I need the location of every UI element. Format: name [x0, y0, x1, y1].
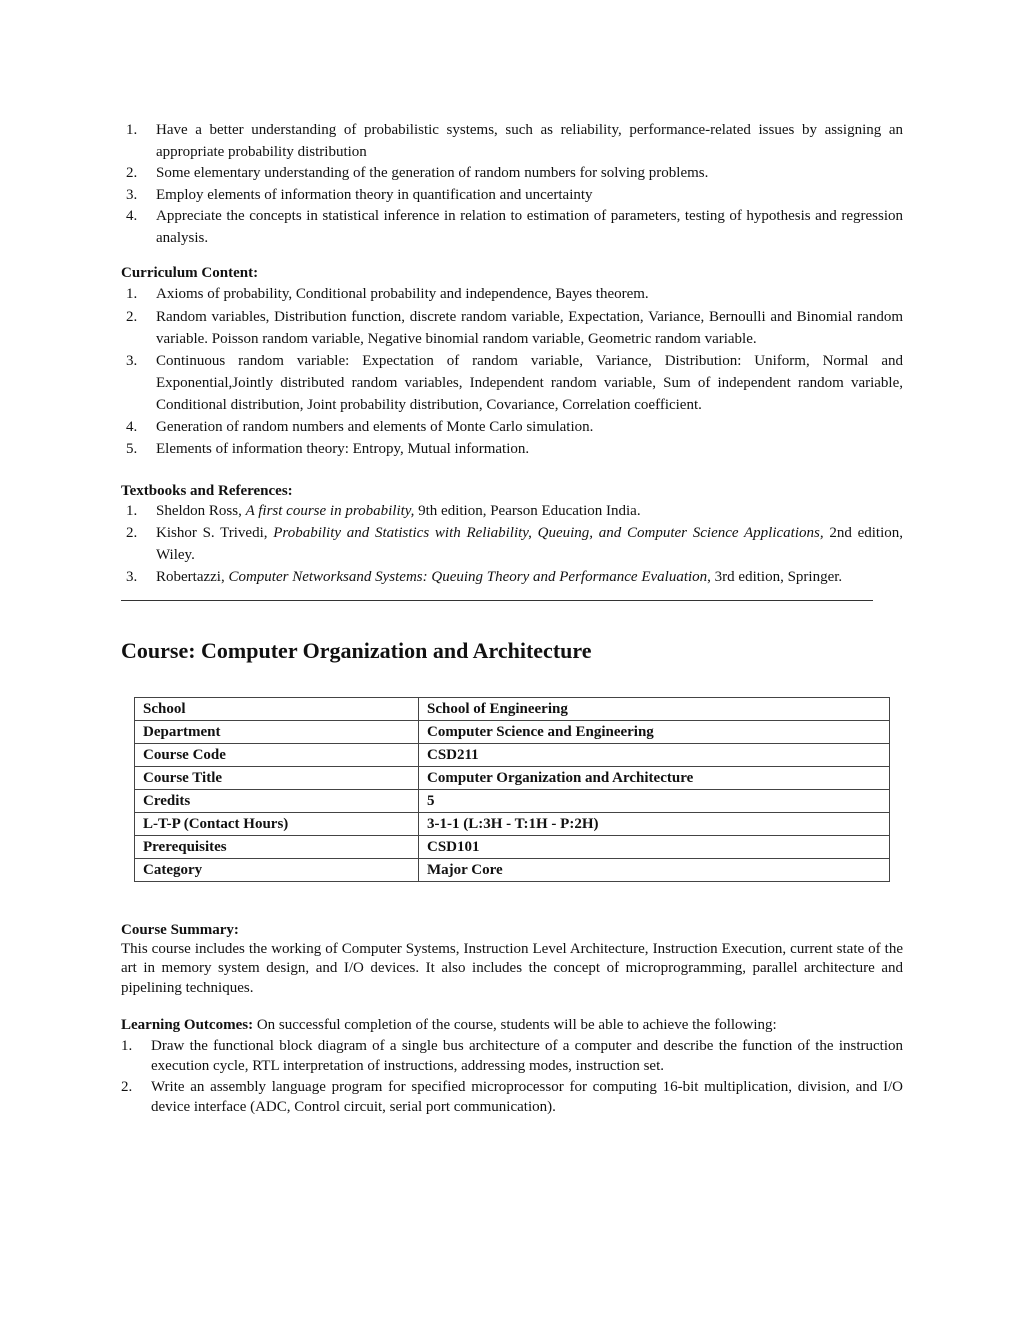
summary-heading: Course Summary:: [121, 921, 239, 938]
learning-outcomes-label: Learning Outcomes:: [121, 1017, 254, 1033]
section-divider: [121, 600, 873, 601]
list-item: 3. Robertazzi, Computer Networksand Systems: Queuing Theory and Performance Evaluation, 3rd edition, Springer.: [126, 568, 843, 585]
table-row: Credits 5: [135, 789, 890, 812]
summary-text: This course includes the working of Computer Systems, Instruction Level Architecture, Instruction Execution, current state of the art in memory system design, and I/O devices. It also includes the concept of microprogramming, parallel architecture and pipelining techniques.: [121, 940, 903, 996]
textbooks-heading: Textbooks and References:: [121, 482, 293, 499]
book-title: Probability and Statistics with Reliability, Queuing, and Computer Science Applications,: [273, 524, 824, 541]
table-row: Department Computer Science and Engineering: [135, 720, 890, 743]
curriculum-heading: Curriculum Content:: [121, 265, 259, 281]
table-row: Course Title Computer Organization and Architecture: [135, 766, 890, 789]
curriculum-list: [121, 284, 903, 460]
list-item: 3. Employ elements of information theory in quantification and uncertainty: [126, 186, 593, 203]
learning-outcomes-list: [121, 1036, 903, 1118]
list-item: 5. Elements of information theory: Entropy, Mutual information.: [126, 440, 530, 457]
table-row: Prerequisites CSD101: [135, 835, 890, 858]
table-row: Category Major Core: [135, 858, 890, 881]
table-row: Course Code CSD211: [135, 743, 890, 766]
list-item: 1. Draw the functional block diagram of a single bus architecture of a computer and describe the function of the instruction execution cycle, RTL interpretation of instructions, addressing modes, instruction set.: [121, 1037, 903, 1074]
list-item: 4. Generation of random numbers and elements of Monte Carlo simulation.: [126, 418, 594, 435]
table-row: L-T-P (Contact Hours) 3-1-1 (L:3H - T:1H - P:2H): [135, 812, 890, 835]
list-item: 2. Random variables, Distribution function, discrete random variable, Expectation, Variance, Bernoulli and Binomial random variable. Poisson random variable, Negative binomial random variable, Geometric random variable.: [126, 308, 903, 347]
learning-outcomes-intro: Learning Outcomes: On successful completion of the course, students will be able to achieve the following:: [121, 1017, 777, 1033]
list-item: 4. Appreciate the concepts in statistical inference in relation to estimation of parameters, testing of hypothesis and regression analysis.: [126, 208, 903, 246]
list-item: 2. Kishor S. Trivedi, Probability and Statistics with Reliability, Queuing, and Computer Science Applications, 2nd edition, Wiley.: [126, 524, 903, 563]
list-item: 1. Sheldon Ross, A first course in probability, 9th edition, Pearson Education India.: [126, 502, 641, 519]
book-title: Computer Networksand Systems: Queuing Theory and Performance Evaluation: [228, 568, 708, 585]
document-page: [121, 120, 903, 1118]
course-title-heading: Course: Computer Organization and Architecture: [121, 637, 592, 663]
book-title: A first course in probability,: [245, 502, 415, 519]
textbooks-list: [121, 500, 903, 588]
table-row: School School of Engineering: [135, 697, 890, 720]
list-item: 1. Axioms of probability, Conditional probability and independence, Bayes theorem.: [126, 286, 649, 302]
list-item: 3. Continuous random variable: Expectation of random variable, Variance, Distribution: Uniform, Normal and Exponential,Jointly distributed random variables, Independent random variable, Sum of independent random variable, Conditional distribution, Joint probability distribution, Covariance, Correlation coefficient.: [126, 352, 903, 413]
top-outcomes-list: [121, 120, 903, 249]
course-info-table: [134, 697, 890, 882]
list-item: 1. Have a better understanding of probabilistic systems, such as reliability, performance-related issues by assigning an appropriate probability distribution: [126, 122, 903, 160]
list-item: 2. Write an assembly language program for specified microprocessor for computing 16-bit multiplication, division, and I/O device interface (ADC, Control circuit, serial port communication).: [121, 1078, 903, 1115]
list-item: 2. Some elementary understanding of the generation of random numbers for solving problems.: [126, 165, 709, 181]
